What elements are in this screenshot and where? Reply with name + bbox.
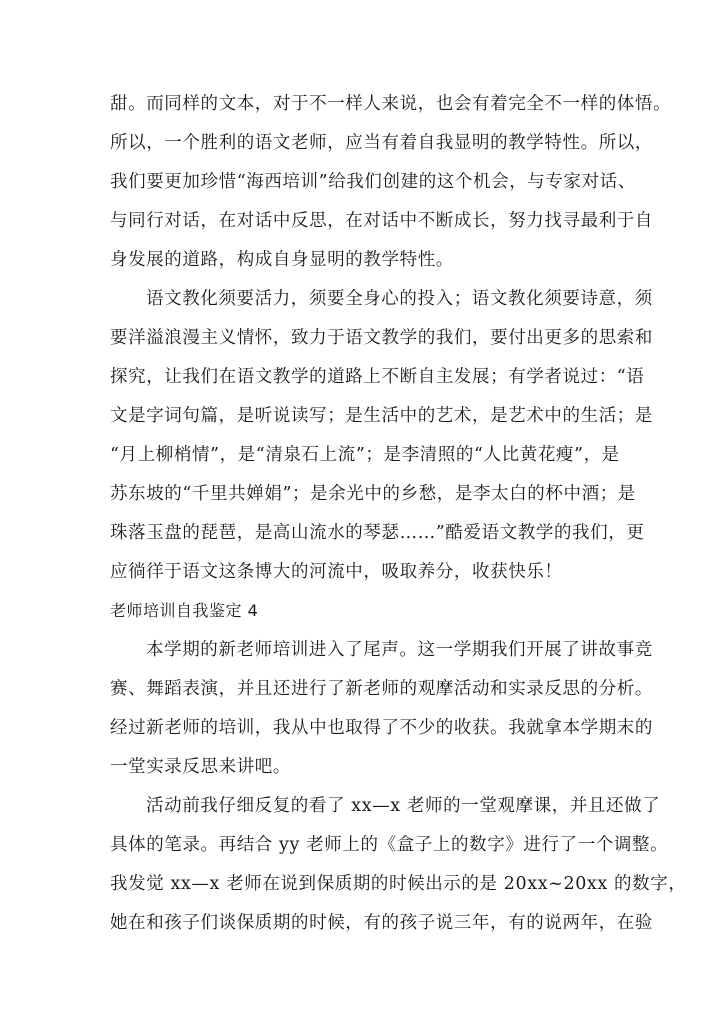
paragraph-2-line-4: 文是字词句篇，是听说读写；是生活中的艺术，是艺术中的生活；是 — [110, 406, 653, 426]
paragraph-2-line-6: 苏东坡的“千里共婵娟”；是余光中的乡愁，是李太白的杯中酒；是 — [110, 484, 636, 504]
paragraph-1-line-3: 我们要更加珍惜“海西培训”给我们创建的这个机会，与专家对话、 — [110, 172, 636, 192]
paragraph-1-line-5: 身发展的道路，构成自身显明的教学特性。 — [110, 250, 454, 270]
paragraph-2-line-1: 语文教化须要活力，须要全身心的投入；语文教化须要诗意，须 — [146, 289, 653, 309]
section-heading: 老师培训自我鉴定 4 — [110, 601, 259, 620]
paragraph-1-line-4: 与同行对话，在对话中反思，在对话中不断成长，努力找寻最利于自 — [110, 211, 653, 231]
paragraph-2-line-7: 珠落玉盘的琵琶，是高山流水的琴瑟……”酷爱语文教学的我们，更 — [110, 523, 645, 543]
paragraph-1-line-2: 所以，一个胜利的语文老师，应当有着自我显明的教学特性。所以， — [110, 133, 653, 153]
paragraph-3-line-3: 经过新老师的培训，我从中也取得了不少的收获。我就拿本学期末的 — [110, 718, 653, 738]
paragraph-4-line-2: 具体的笔录。再结合 yy 老师上的《盒子上的数字》进行了一个调整。 — [110, 835, 669, 855]
paragraph-4-line-4: 她在和孩子们谈保质期的时候，有的孩子说三年，有的说两年，在验 — [110, 913, 653, 933]
paragraph-2-line-2: 要洋溢浪漫主义情怀，致力于语文教学的我们，要付出更多的思索和 — [110, 328, 653, 348]
paragraph-3-line-1: 本学期的新老师培训进入了尾声。这一学期我们开展了讲故事竞 — [146, 640, 653, 660]
paragraph-4-line-3: 我发觉 xx—x 老师在说到保质期的时候出示的是 20xx~20xx 的数字， — [110, 874, 687, 894]
paragraph-2-line-3: 探究，让我们在语文教学的道路上不断自主发展；有学者说过：“语 — [110, 367, 645, 387]
paragraph-2-line-5: “月上柳梢情”，是“清泉石上流”；是李清照的“人比黄花瘦”，是 — [110, 445, 620, 465]
paragraph-4-line-1: 活动前我仔细反复的看了 xx—x 老师的一堂观摩课，并且还做了 — [146, 796, 661, 816]
paragraph-1-line-1: 甜。而同样的文本，对于不一样人来说，也会有着完全不一样的体悟。 — [110, 94, 672, 114]
paragraph-3-line-2: 赛、舞蹈表演，并且还进行了新老师的观摩活动和实录反思的分析。 — [110, 679, 653, 699]
paragraph-3-line-4: 一堂实录反思来讲吧。 — [110, 757, 291, 777]
paragraph-2-line-8: 应徜徉于语文这条博大的河流中，吸取养分，收获快乐！ — [110, 562, 563, 582]
